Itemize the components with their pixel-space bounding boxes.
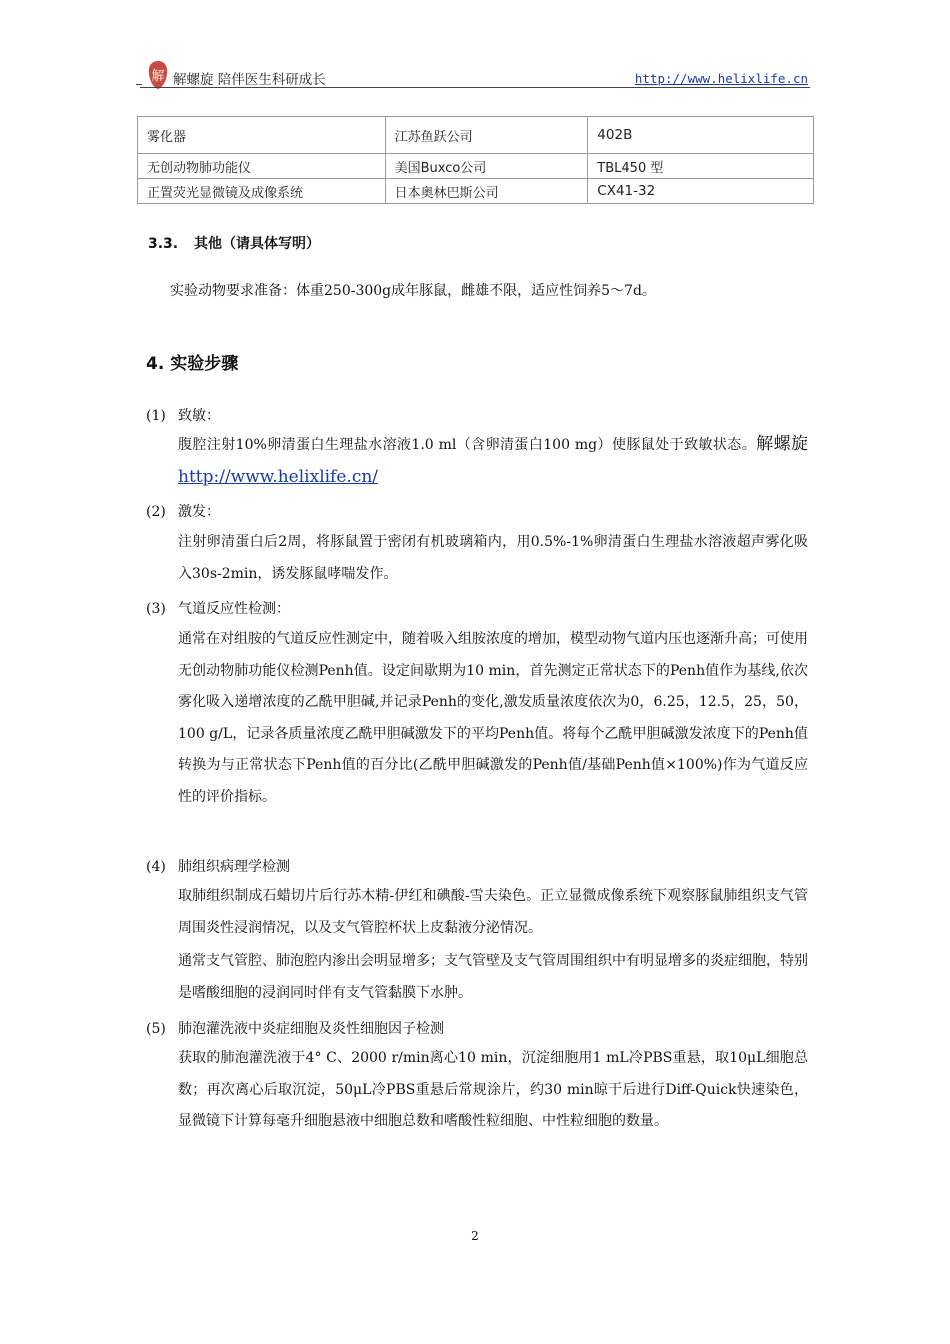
step-2-heading	[146, 501, 220, 521]
section-title: 实验步骤	[170, 354, 239, 374]
page-header	[140, 60, 810, 90]
step-5-heading	[146, 1018, 444, 1038]
step-4-heading	[146, 856, 290, 876]
step-number: (1)	[146, 408, 166, 424]
step-number: (3)	[146, 601, 166, 617]
table-cell: 402B	[588, 117, 814, 154]
table-cell: 美国Buxco公司	[385, 154, 588, 179]
table-cell: 正置荧光显微镜及成像系统	[138, 179, 386, 204]
table-cell: 无创动物肺功能仪	[138, 154, 386, 179]
header-divider-tick	[136, 84, 142, 85]
step-title: 气道反应性检测：	[178, 601, 290, 617]
step-4-text: 取肺组织制成石蜡切片后行苏木精-伊红和碘酸-雪夫染色。正立显微成像系统下观察豚鼠肺组织支气管周围炎性浸润情况，以及支气管腔杯状上皮黏液分泌情况。	[178, 888, 808, 936]
step-title: 激发：	[178, 504, 220, 520]
table-row	[138, 117, 814, 154]
section-4-heading	[146, 349, 238, 374]
step-title: 致敏：	[178, 408, 220, 424]
step-title: 肺泡灌洗液中炎症细胞及炎性细胞因子检测	[178, 1021, 444, 1037]
helixlife-logo-icon	[146, 60, 170, 90]
header-divider	[140, 87, 810, 88]
step-3-heading	[146, 598, 290, 618]
table-cell: 江苏鱼跃公司	[385, 117, 588, 154]
step-4-text-2: 通常支气管腔、肺泡腔内渗出会明显增多；支气管壁及支气管周围组织中有明显增多的炎症细胞，特别是嗜酸细胞的浸润同时伴有支气管黏膜下水肿。	[178, 953, 808, 1001]
page-number: 2	[471, 1229, 479, 1243]
table-cell: TBL450 型	[588, 154, 814, 179]
equipment-table	[137, 116, 814, 204]
header-title: 解螺旋 陪伴医生科研成长	[173, 72, 326, 88]
step-1-text	[178, 429, 808, 494]
step-number: (4)	[146, 859, 166, 875]
table-row	[138, 179, 814, 204]
section-number: 4.	[146, 354, 165, 374]
step-number: (5)	[146, 1021, 166, 1037]
animal-requirements-text: 实验动物要求准备：体重250-300g成年豚鼠，雌雄不限，适应性饲养5～7d。	[170, 283, 656, 299]
table-cell: 日本奥林巴斯公司	[385, 179, 588, 204]
step-number: (2)	[146, 504, 166, 520]
section-number: 3.3.	[148, 236, 179, 252]
section-title: 其他（请具体写明）	[194, 236, 320, 252]
step-5-text: 获取的肺泡灌洗液于4° C、2000 r/min离心10 min，沉淀细胞用1 mL冷PBS重悬，取10μL细胞总数；再次离心后取沉淀，50μL冷PBS重悬后常规涂片，约30 min晾干后进行Diff-Quick快速染色，显微镜下计算每毫升细胞悬液中细胞总数和嗜酸性粒细胞、中性粒细胞的数量。	[178, 1050, 808, 1129]
table-row	[138, 154, 814, 179]
table-cell: 雾化器	[138, 117, 386, 154]
step-2-text: 注射卵清蛋白后2周，将豚鼠置于密闭有机玻璃箱内，用0.5%-1%卵清蛋白生理盐水溶液超声雾化吸入30s-2min，诱发豚鼠哮喘发作。	[178, 534, 808, 582]
step-3-text: 通常在对组胺的气道反应性测定中，随着吸入组胺浓度的增加，模型动物气道内压也逐渐升高；可使用无创动物肺功能仪检测Penh值。设定间歇期为10 min，首先测定正常状态下的Penh值作为基线,依次雾化吸入递增浓度的乙酰甲胆碱,并记录Penh的变化,激发质量浓度依次为0，6.25，12.5，25，50，100 g/L，记录各质量浓度乙酰甲胆碱激发下的平均Penh值。将每个乙酰甲胆碱激发浓度下的Penh值转换为与正常状态下Penh值的百分比(乙酰甲胆碱激发的Penh值/基础Penh值×100%)作为气道反应性的评价指标。	[178, 631, 808, 805]
brand-name: 解螺旋	[756, 434, 808, 454]
section-3-3-heading	[148, 233, 320, 253]
table-cell: CX41-32	[588, 179, 814, 204]
header-url-link[interactable]: http://www.helixlife.cn	[634, 71, 808, 86]
step-body: 腹腔注射10%卵清蛋白生理盐水溶液1.0 ml（含卵清蛋白100 mg）使豚鼠处于致敏状态。	[178, 437, 757, 453]
svg-text:解: 解	[151, 69, 165, 84]
helixlife-link[interactable]: http://www.helixlife.cn/	[178, 466, 379, 487]
step-1-heading	[146, 405, 220, 425]
step-title: 肺组织病理学检测	[178, 859, 290, 875]
